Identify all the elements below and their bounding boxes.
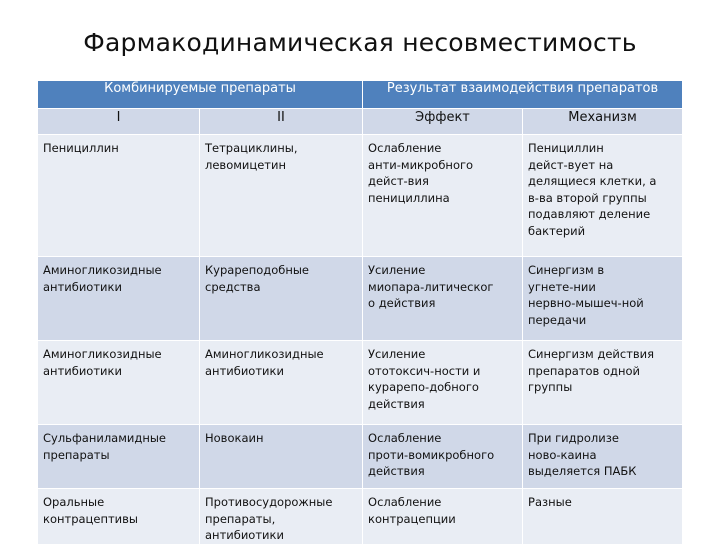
cell-line: проти-вомикробного [368, 447, 495, 462]
cell-line: действия [368, 464, 425, 478]
cell-line: в-ва второй группы [528, 190, 647, 205]
cell-line: препаратов одной [528, 363, 641, 378]
cell-line: Оральные [43, 495, 105, 509]
cell-line: ототоксич-ности и [368, 363, 481, 378]
cell-line: антибиотики [43, 363, 122, 378]
cell-line: Синергизм действия [528, 347, 655, 361]
cell-line: о действия [368, 296, 436, 310]
cell-effect [363, 341, 523, 425]
cell-line: подавляют деление [528, 207, 651, 221]
cell-drug-2 [200, 425, 363, 489]
table-column-header-row [38, 109, 683, 135]
header-combined-drugs: Комбинируемые препараты [38, 81, 363, 109]
cell-line: антибиотики [205, 528, 284, 542]
cell-line: группы [528, 380, 573, 394]
cell-line: Тетрациклины, [205, 141, 298, 155]
cell-line: Курареподобные [205, 263, 309, 277]
cell-line: выделяется ПАБК [528, 464, 637, 478]
header-interaction-result: Результат взаимодействия препаратов [363, 81, 683, 109]
cell-line: При гидролизе [528, 431, 619, 445]
cell-line: дейст-вует на [528, 157, 614, 172]
cell-effect [363, 425, 523, 489]
cell-line: Синергизм в [528, 263, 605, 277]
cell-line: Противосудорожные [205, 495, 333, 509]
cell-effect [363, 489, 523, 545]
cell-line: бактерий [528, 223, 586, 238]
cell-line: действия [368, 396, 425, 411]
cell-mechanism [523, 489, 683, 545]
cell-drug-2 [200, 489, 363, 545]
cell-drug-1 [38, 489, 200, 545]
cell-line: анти-микробного [368, 157, 474, 172]
table-row [38, 341, 683, 425]
incompatibility-table [37, 80, 683, 545]
cell-line: Пенициллин [528, 141, 604, 155]
cell-effect [363, 135, 523, 257]
cell-drug-2 [200, 257, 363, 341]
cell-drug-1 [38, 135, 200, 257]
cell-drug-1 [38, 425, 200, 489]
cell-line: антибиотики [205, 363, 284, 378]
column-header-drug-1: I [38, 109, 200, 135]
cell-line: угнете-нии [528, 279, 596, 294]
cell-line: антибиотики [43, 279, 122, 294]
cell-line: контрацепции [368, 511, 456, 526]
cell-line: препараты, [205, 511, 276, 526]
cell-line: средства [205, 279, 261, 294]
cell-line: Сульфаниламидные [43, 431, 167, 445]
cell-drug-2 [200, 135, 363, 257]
cell-line: Ослабление [368, 141, 442, 155]
cell-line: делящиеся клетки, а [528, 174, 657, 188]
table-group-header-row [38, 81, 683, 109]
table-row [38, 257, 683, 341]
column-header-effect: Эффект [363, 109, 523, 135]
column-header-drug-2: II [200, 109, 363, 135]
cell-line: нервно-мышеч-ной [528, 296, 644, 310]
cell-line: Разные [528, 495, 572, 509]
cell-effect [363, 257, 523, 341]
cell-line: Аминогликозидные [43, 263, 162, 277]
cell-line: левомицетин [205, 157, 286, 172]
cell-mechanism [523, 425, 683, 489]
cell-mechanism [523, 257, 683, 341]
table-row [38, 425, 683, 489]
cell-line: Усиление [368, 263, 426, 277]
cell-line: Аминогликозидные [43, 347, 162, 361]
cell-mechanism [523, 135, 683, 257]
cell-line: дейст-вия [368, 174, 429, 188]
cell-line: Пенициллин [43, 141, 119, 155]
cell-line: Ослабление [368, 431, 442, 445]
slide-title: Фармакодинамическая несовместимость [83, 28, 637, 57]
cell-line: миопара-литическог [368, 279, 494, 294]
cell-line: Усиление [368, 347, 426, 361]
cell-line: Ослабление [368, 495, 442, 509]
table-row [38, 489, 683, 545]
cell-line: курарепо-добного [368, 380, 479, 394]
cell-line: ново-каина [528, 447, 597, 462]
cell-mechanism [523, 341, 683, 425]
cell-line: пенициллина [368, 190, 450, 205]
cell-line: контрацептивы [43, 511, 138, 526]
cell-line: передачи [528, 312, 587, 327]
cell-drug-1 [38, 257, 200, 341]
cell-drug-1 [38, 341, 200, 425]
cell-line: Аминогликозидные [205, 347, 324, 361]
column-header-mechanism: Механизм [523, 109, 683, 135]
cell-line: препараты [43, 447, 110, 462]
table-row [38, 135, 683, 257]
cell-line: Новокаин [205, 431, 264, 445]
cell-drug-2 [200, 341, 363, 425]
